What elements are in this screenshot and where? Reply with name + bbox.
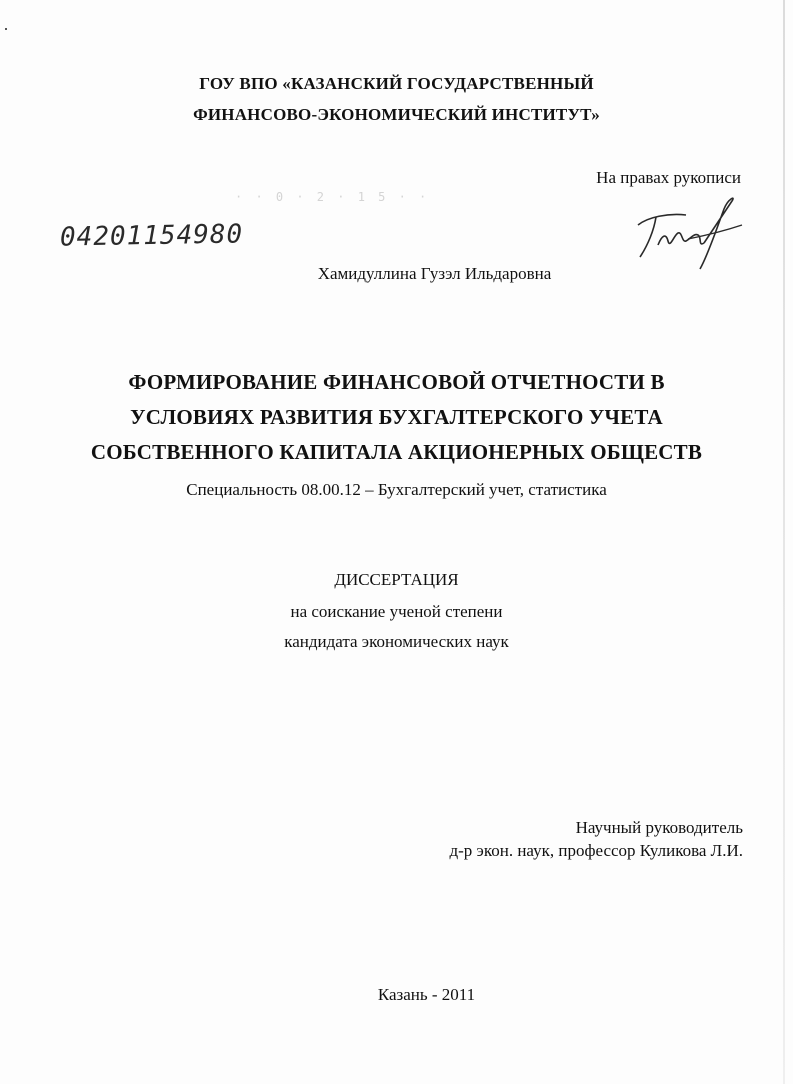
dissertation-type: ДИССЕРТАЦИЯ: [334, 570, 459, 589]
manuscript-note: На правах рукописи: [596, 168, 741, 187]
title-line-1: ФОРМИРОВАНИЕ ФИНАНСОВОЙ ОТЧЕТНОСТИ В: [128, 370, 665, 394]
title-line-2: УСЛОВИЯХ РАЗВИТИЯ БУХГАЛТЕРСКОГО УЧЕТА: [130, 405, 663, 429]
scan-artifact: [5, 28, 7, 30]
supervisor-name: д-р экон. наук, профессор Куликова Л.И.: [449, 841, 743, 860]
dissertation-degree-line: на соискание ученой степени: [290, 602, 503, 621]
signature-image: [628, 195, 746, 275]
registration-number: 04201154980: [59, 219, 244, 253]
supervisor-label: Научный руководитель: [575, 818, 743, 837]
faint-stamp: · · 0 · 2 · 1 5 · ·: [235, 190, 430, 204]
city-year: Казань - 2011: [377, 985, 476, 1004]
page-edge: [783, 0, 785, 1084]
specialty: Специальность 08.00.12 – Бухгалтерский учет, статистика: [186, 480, 607, 499]
institution-line-2: ФИНАНСОВО-ЭКОНОМИЧЕСКИЙ ИНСТИТУТ»: [193, 105, 600, 124]
dissertation-field-line: кандидата экономических наук: [284, 632, 509, 651]
author-name: Хамидуллина Гузэл Ильдаровна: [317, 264, 552, 283]
title-line-3: СОБСТВЕННОГО КАПИТАЛА АКЦИОНЕРНЫХ ОБЩЕСТВ: [90, 440, 703, 464]
institution-line-1: ГОУ ВПО «КАЗАНСКИЙ ГОСУДАРСТВЕННЫЙ: [199, 74, 594, 93]
